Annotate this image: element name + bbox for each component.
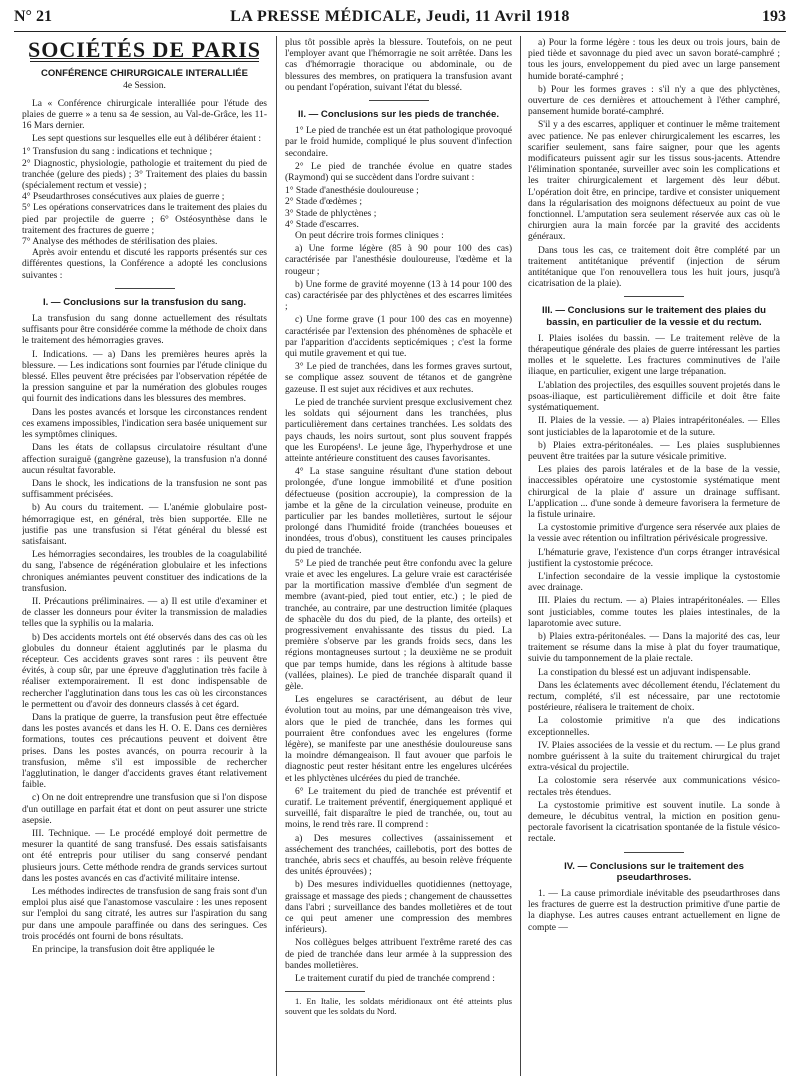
section-heading: I. — Conclusions sur la transfusion du sang. (42, 296, 247, 308)
paragraph: IV. Plaies associées de la vessie et du rectum. — Le plus grand nombre guérissent à la suite du traitement chirurgical du trajet extra-vésical du projectile. (528, 740, 780, 774)
paragraph: a) Des mesures collectives (assainissement et asséchement des tranchées, caillebotis, port des bottes de tranchée, abris secs et chauffés, au besoin relève fréquente des unités éprouvées) ; (285, 833, 512, 878)
paragraph: 5° Le pied de tranchée peut être confondu avec la gelure vraie et avec les engelures. La gelure vraie est caractérisée par la mortification massive d'emblée d'un segment de membre (avant-pied, pied tout entier, etc.) ; le pied de tranchée, au contraire, par une destruction limitée (plaques de sphacèle du dos du pied, de la plante, des orteils) et progressivement envahissante des tissus du pied. La première s'observe par les grands froids secs, dans les régions montagneuses surtout ; la deuxième ne se produit que par temps humide, dans les régions à altitude basse (vallées, plaines). Le pied de tranchée disparaît quand il gèle. (285, 558, 512, 692)
paragraph: II. Plaies de la vessie. — a) Plaies intrapéritonéales. — Elles sont justiciables de la laparotomie et de la suture. (528, 416, 780, 438)
paragraph: Le pied de tranchée survient presque exclusivement chez les soldats qui séjournent dans les tranchées, plus particulièrement dans certaines tranchées. Les soldats des pays chauds, les noirs surtout, sont plus souvent frappés que les Européens¹. Le jeune âge, l'hyperhydrose et une atteinte antérieure constituent des causes favorisantes. (285, 397, 512, 464)
paragraph: b) Plaies extra-péritonéales. — Les plaies susplubiennes peuvent être traitées par la suture vésicale primitive. (528, 440, 780, 462)
paragraph: plus tôt possible après la blessure. Toutefois, on ne peut l'employer avant que l'hémorragie ne soit arrêtée. Dans les cas d'hémorragie thoracique ou abdominale, ou de blessures des membres, on pratiquera la transfusion avant ou pendant l'opération, suivant l'état du blessé. (285, 38, 512, 93)
column-divider (520, 36, 521, 1076)
paragraph: 1. — La cause primordiale inévitable des pseudarthroses dans les fractures de guerre est la destruction primitive d'une partie de la diaphyse. Les autres causes entrant actuellement en ligne de compte — (528, 889, 780, 933)
section-heading: III. — Conclusions sur le traitement des plaies du bassin, en particulier de la vessie et du rectum. (542, 305, 766, 328)
question-item: 7° Analyse des méthodes de stérilisation des plaies. (22, 237, 218, 248)
column-divider (276, 36, 277, 1076)
footnote: 1. En Italie, les soldats méridionaux ont été atteints plus souvent que les soldats du Nord. (285, 996, 512, 1017)
paragraph: La constipation du blessé est un adjuvant indispensable. (538, 667, 751, 678)
question-item: 5° Les opérations conservatrices dans le traitement des plaies du pied par projectile de guerre ; 6° Ostéosynthèse dans le traitement des fractures de guerre ; (22, 203, 267, 236)
paragraph: Les engelures se caractérisent, au début de leur évolution tout au moins, par une démangeaison très vive, alors que le pied de tranchée, dans les formes qui pourraient être confondues avec les engelures (forme légère), se manifeste par une anesthésie douloureuse sans la moindre démangeaison. Il faut avouer que parfois le diagnostic peut rester hésitant entre les engelures ulcérées et les phlyctènes ulcérées du pied de tranchée. (285, 695, 512, 784)
intro-paragraph: Les sept questions sur lesquelles elle eut à délibérer étaient : (32, 134, 261, 145)
paragraph: III. Technique. — Le procédé employé doit permettre de mesurer la quantité de sang transfusé. Des essais satisfaisants ont été entrepris pour utiliser du sang conservé pendant plusieurs jours. Cette méthode rendra de grands services surtout dans les postes avancés en cas d'activité militaire intense. (22, 829, 267, 884)
intro-paragraph: La « Conférence chirurgicale interalliée pour l'étude des plaies de guerre » a tenu sa 4e session, au Val-de-Grâce, les 11-16 Mars dernier. (22, 98, 267, 132)
separator (115, 288, 175, 289)
footnote-rule (285, 991, 365, 992)
paragraph: b) Des mesures individuelles quotidiennes (nettoyage, graissage et massage des pieds ; changement de chaussettes dans l'abri ; surveillance des bandes molletières et de tout ce qui peut amener une compression des membres inférieurs). (285, 880, 512, 936)
question-item: 1° Transfusion du sang : indications et technique ; (22, 147, 213, 158)
paragraph: En principe, la transfusion doit être appliquée le (32, 945, 215, 956)
paragraph: a) Pour la forme légère : tous les deux ou trois jours, bain de pied tiède et savonnage du pied avec un savon boraté-camphré ; tous les jours, enveloppement du pied avec un large pansement humide boraté-camphré ; (528, 38, 780, 82)
question-item: 2° Diagnostic, physiologie, pathologie et traitement du pied de tranchée (gelure des pieds) ; 3° Traitement des plaies du bassin (spécialement rectum et vessie) ; (22, 158, 267, 192)
intro-paragraph: Après avoir entendu et discuté les rapports présentés sur ces différentes questions, la Conférence a adopté les conclusions suivantes : (22, 248, 267, 281)
paragraph: La cystostomie primitive est souvent inutile. La sonde à demeure, le décubitus ventral, la miction en position genu-pectorale favorisent la cicatrisation spontanée de la fistule vésico-rectale. (528, 800, 780, 845)
paragraph: 2° Le pied de tranchée évolue en quatre stades (Raymond) qui se succèdent dans l'ordre suivant : (285, 161, 512, 184)
section-main-title: SOCIÉTÉS DE PARIS (28, 38, 261, 62)
column-1 (22, 38, 267, 1078)
separator (624, 852, 684, 853)
paragraph: L'infection secondaire de la vessie implique la cystostomie avec drainage. (528, 571, 780, 594)
paragraph: 4° La stase sanguine résultant d'une station debout prolongée, d'une longue immobilité et d'une position défectueuse (position accroupie), la compression de la jambe et la gêne de la circulation veineuse, produite en particulier par les bandes molletières, surtout le séjour prolongé dans l'humidité froide (tranchées boueuses et inondées, trous d'obus), constituent les causes principales du pied de tranchée. (285, 467, 512, 556)
paragraph: III. Plaies du rectum. — a) Plaies intrapéritonéales. — Elles sont justiciables, comme toutes les plaies intestinales, de la laparotomie avec suture. (528, 596, 780, 629)
paragraph: b) Une forme de gravité moyenne (13 à 14 pour 100 des cas) caractérisée par des phlyctènes et des escarres limitées ; (285, 279, 512, 313)
paragraph: Nos collègues belges attribuent l'extrême rareté des cas de pied de tranchée dans leur armée à la suppression des bandes molletières. (285, 938, 512, 971)
conference-title: CONFÉRENCE CHIRURGICALE INTERALLIÉE (41, 68, 248, 80)
paragraph: Dans les éclatements avec décollement étendu, l'éclatement du rectum, complété, s'il est nécessaire, par une rectotomie postérieure, réalisera le traitement de choix. (528, 680, 780, 714)
column-2 (285, 38, 512, 1078)
paragraph: S'il y a des escarres, appliquer et continuer le même traitement avec patience. Ne pas enlever chirurgicalement les escarres, les scarifier seulement, sans faire saigner, pour que les agents modificateurs puissent agir sur les tissus sous-jacents. Attendre l'élimination spontanée, surveiller avec soin les complications et les traiter chirurgicalement et largement dès leur début. L'opération doit être, en principe, tardive et consister uniquement dans la régularisation des moignons défectueux au point de vue fonctionnel. L'amputation sera seulement réservée aux cas où le chirurgien aura la main forcée par la gravité des accidents généraux. (528, 120, 780, 243)
stage-item: 3° Stade de phlyctènes ; (285, 208, 377, 219)
paragraph: b) Pour les formes graves : s'il n'y a que des phlyctènes, ouverture de ces dernières et attouchement à l'éther camphré, pansement humide boraté-camphré. (528, 84, 780, 118)
paragraph: La colostomie sera réservée aux communications vésico-rectales très étendues. (528, 776, 780, 798)
paragraph: Dans la pratique de guerre, la transfusion peut être effectuée dans les postes avancés et dans les H. O. E. Dans ces dernières formations, toutes ces précautions peuvent et doivent être prises. Dans les postes avancés, on pourra recourir à la transfusion, même s'il est impossible de rechercher l'agglutination, le danger d'accidents graves étant relativement faible. (22, 712, 267, 791)
paragraph: Le traitement curatif du pied de tranchée comprend : (295, 974, 495, 985)
paragraph: La cystostomie primitive d'urgence sera réservée aux plaies de la vessie avec rétention ou infiltration périvésicale progressive. (528, 523, 780, 545)
paragraph: b) Des accidents mortels ont été observés dans des cas où les globules du donneur étaient agglutinés par le plasma du récepteur. Ces accidents graves sont rares : ils peuvent être évités, à coup sûr, par une épreuve d'agglutination très facile à réaliser extemporairement. Il est donc indispensable de rechercher l'agglutination dans tous les cas où les circonstances le permettent ou d'avoir des donneurs classés à cet égard. (22, 632, 267, 710)
paragraph: c) On ne doit entreprendre une transfusion que si l'on dispose d'un outillage en parfait état et dont on peut assurer une stricte asepsie. (22, 793, 267, 826)
paragraph: On peut décrire trois formes cliniques : (295, 231, 444, 242)
paragraph: I. Plaies isolées du bassin. — Le traitement relève de la thérapeutique générale des plaies de guerre intéressant les parties molles et le squelette. Les fractures comminutives de l'aile iliaque, en particulier, exigent une large trépanation. (528, 333, 780, 378)
paragraph: 1° Le pied de tranchée est un état pathologique provoqué par le froid humide, compliqué le plus souvent d'infection secondaire. (285, 126, 512, 159)
paragraph: Les hémorragies secondaires, les troubles de la coagulabilité du sang, l'absence de régénération globulaire et les infections chroniques anémiantes peuvent constituer des indications de la transfusion. (22, 550, 267, 594)
stage-list (285, 186, 512, 231)
paragraph: Dans les états de collapsus circulatoire résultant d'une affection suraiguë (gangrène gazeuse), la transfusion n'a donné aucun résultat favorable. (22, 443, 267, 476)
paragraph: II. Précautions préliminaires. — a) Il est utile d'examiner et de classer les donneurs pour éviter la transmission de maladies telles que la syphilis ou la malaria. (22, 596, 267, 630)
paragraph: Dans le shock, les indications de la transfusion ne sont pas suffisamment précisées. (22, 478, 267, 501)
session-label: 4e Session. (123, 81, 166, 92)
section-heading: II. — Conclusions sur les pieds de tranchée. (298, 109, 499, 121)
page-number: 193 (762, 8, 786, 25)
paragraph: b) Au cours du traitement. — L'anémie globulaire post-hémorragique est, en général, très bien supportée. Elle ne justifie pas une transfusion si l'état général du blessé est satisfaisant. (22, 503, 267, 547)
paragraph: Les plaies des parois latérales et de la base de la vessie, inaccessibles opératoire une cystostomie systématique ment chirurgical de la plaie d' assure un drainage suffisant. L'application ... d'une sonde à demeure favorisera la fermeture de la fistule urinaire. (528, 465, 780, 520)
issue-number: N° 21 (14, 8, 52, 25)
paragraph: La colostomie primitive n'a que des indications exceptionnelles. (528, 716, 780, 738)
paragraph: Dans les postes avancés et lorsque les circonstances rendent ces examens impossibles, l'indication sera basée uniquement sur les symptômes cliniques. (22, 407, 267, 441)
paragraph: a) Une forme légère (85 à 90 pour 100 des cas) caractérisée par l'anesthésie douloureuse, l'œdème et la rougeur ; (285, 244, 512, 277)
paragraph: L'ablation des projectiles, des esquilles souvent projetés dans le psoas-iliaque, est particulièrement difficile et doit être faite systématiquement. (528, 380, 780, 414)
paragraph: 3° Le pied de tranchées, dans les formes graves surtout, se complique assez souvent de tétanos et de gangrène gazeuse. Il est sujet aux récidives et aux rechutes. (285, 362, 512, 395)
page-header (14, 8, 786, 30)
question-item: 4° Pseudarthroses consécutives aux plaies de guerre ; (22, 192, 225, 203)
stage-item: 1° Stade d'anesthésie douloureuse ; (285, 186, 419, 197)
separator (624, 296, 684, 297)
stage-item: 4° Stade d'escarres. (285, 219, 359, 230)
paragraph: Les méthodes indirectes de transfusion de sang frais sont d'un emploi plus aisé que l'anastomose vasculaire : les unes reposent sur l'emploi du sang citraté, les autres sur l'aspiration du sang pur dans une ampoule paraffinée ou dans des seringues. Ces trois procédés ont fourni de bons résultats. (22, 887, 267, 942)
paragraph: c) Une forme grave (1 pour 100 des cas en moyenne) caractérisée par l'extension des phénomènes de sphacèle et par l'apparition d'accidents septicémiques ; c'est la forme qui mutile gravement et qui tue. (285, 315, 512, 360)
section-heading: IV. — Conclusions sur le traitement des pseudarthroses. (564, 860, 744, 883)
journal-title: LA PRESSE MÉDICALE, Jeudi, 11 Avril 1918 (230, 8, 570, 25)
paragraph: I. Indications. — a) Dans les premières heures après la blessure. — Les indications sont fournies par l'étude clinique du blessé. Elles peuvent être précisées par l'observation répétée de la pression sanguine et par la numération des globules rouges qui fournit des indications dans les blessures des membres. (22, 349, 267, 405)
header-rule (14, 31, 786, 32)
column-3 (528, 38, 780, 1078)
stage-item: 2° Stade d'œdèmes ; (285, 197, 363, 208)
question-list (22, 147, 267, 248)
paragraph: Dans tous les cas, ce traitement doit être complété par un traitement antitétanique préventif (injection de sérum antitétanique que l'on renouvellera tous les huit jours, jusqu'à cicatrisation de la plaie). (528, 245, 780, 290)
paragraph: L'hématurie grave, l'existence d'un corps étranger intravésical justifient la cystostomie précoce. (528, 547, 780, 569)
separator (369, 100, 429, 101)
paragraph: 6° Le traitement du pied de tranchée est préventif et curatif. Le traitement préventif, énergiquement appliqué et surveillé, fait disparaître le pied de tranchée, ou, tout au moins, le rend très rare. Il comprend : (285, 786, 512, 831)
paragraph: b) Plaies extra-péritonéales. — Dans la majorité des cas, leur traitement se résume dans la mise à plat du foyer traumatique, suivie du tamponnement de la plaie rectale. (528, 631, 780, 665)
paragraph: La transfusion du sang donne actuellement des résultats suffisants pour être considérée comme la méthode de choix dans le traitement des hémorragies graves. (22, 314, 267, 347)
